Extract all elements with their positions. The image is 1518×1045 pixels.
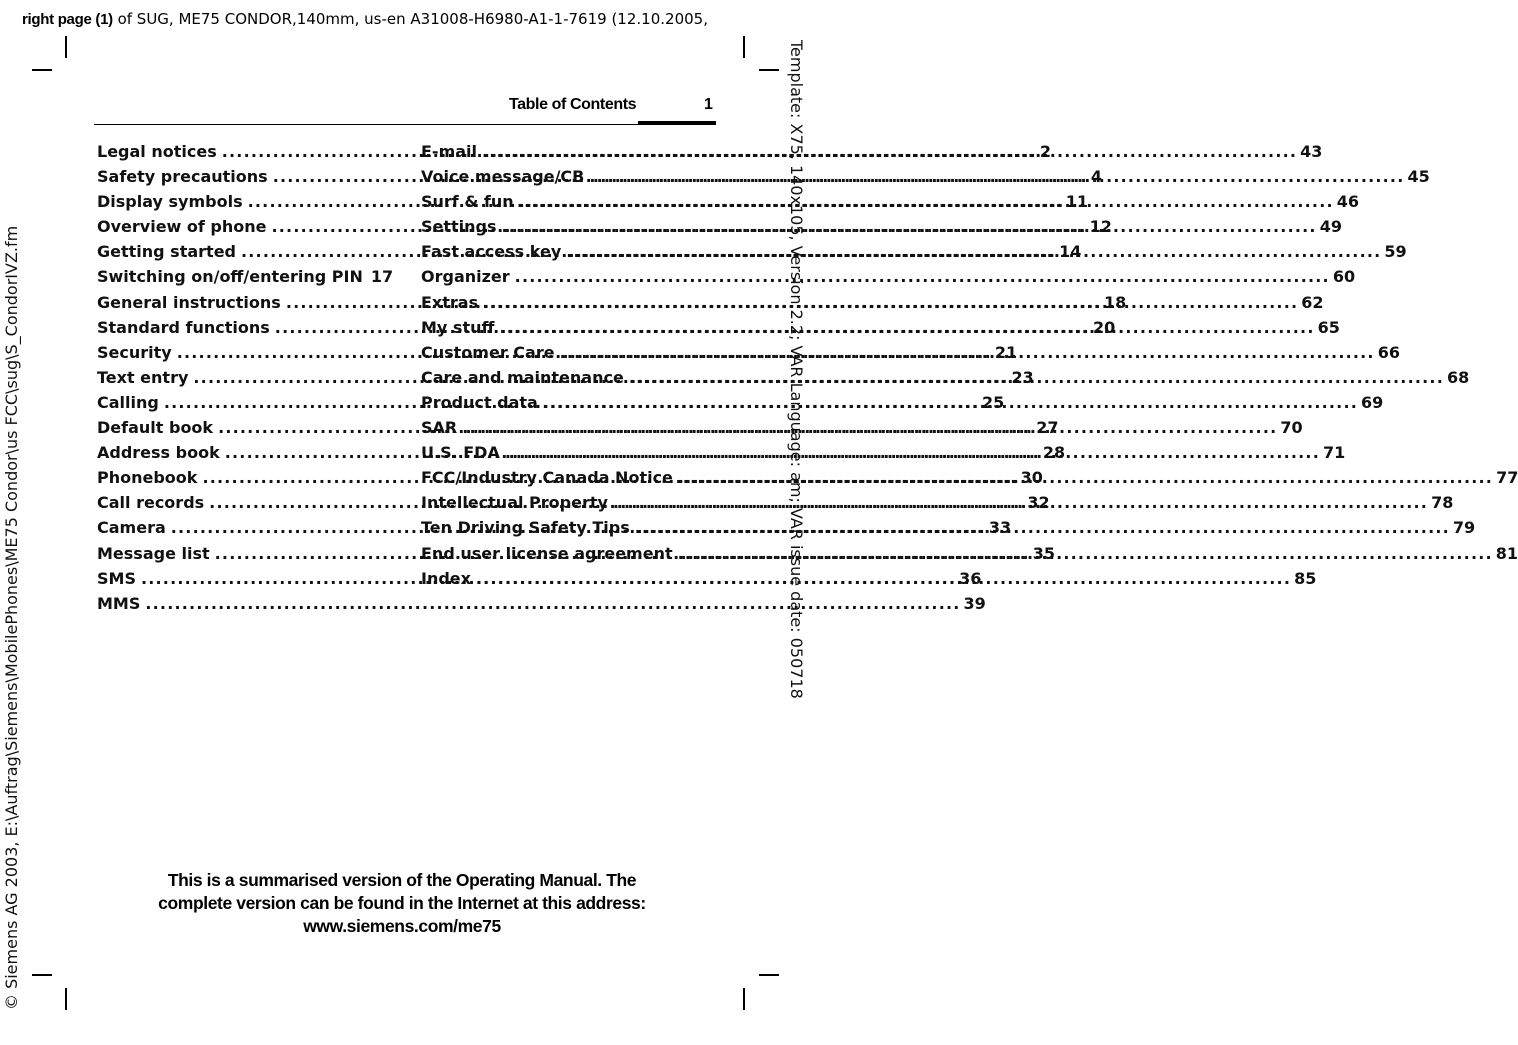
toc-entry-page: 65 xyxy=(1317,317,1340,337)
toc-entry-page: 28 xyxy=(1042,443,1066,463)
crop-mark-top-right-horizontal xyxy=(759,69,779,71)
toc-entry[interactable] xyxy=(97,267,394,292)
toc-entry-title: Settings xyxy=(421,217,497,237)
toc-dot-leader xyxy=(629,368,1444,387)
page-title: Table of Contents xyxy=(509,96,637,113)
toc-dot-leader xyxy=(519,192,1334,211)
toc-entry-title: Ten Driving Safety Tips xyxy=(421,518,630,538)
toc-entry-title: Message list xyxy=(97,543,210,563)
toc-entry-page: 45 xyxy=(1407,167,1430,187)
toc-entry-title: Surf & fun xyxy=(421,192,514,212)
toc-dot-leader xyxy=(635,518,1450,537)
file-path-sidebar: © Siemens AG 2003, E:\Auftrag\Siemens\MobilePhones\ME75 Condor\us FCC\sug\S_CondorIVZ.fm xyxy=(2,225,21,1010)
page-number: 1 xyxy=(704,96,713,113)
toc-entry-page: 12 xyxy=(1089,217,1112,237)
note-line-2: complete version can be found in the Internet at this address: xyxy=(158,893,646,913)
toc-entry-title: Getting started xyxy=(97,242,236,262)
print-info-rest: of SUG, ME75 CONDOR,140mm, us-en A31008-H6980-A1-1-7619 (12.10.2005, xyxy=(112,10,708,28)
toc-entry-title: My stuff xyxy=(421,317,495,337)
toc-entry-page: 33 xyxy=(988,518,1012,538)
toc-entry-page: 20 xyxy=(1092,317,1116,337)
toc-dot-leader xyxy=(678,544,1493,563)
toc-entry-title: General instructions xyxy=(97,292,281,312)
toc-entry-title: Voice message/CB xyxy=(421,167,585,187)
toc-entry-title: Display symbols xyxy=(97,192,243,212)
note-line-1: This is a summarised version of the Operating Manual. The xyxy=(167,870,637,890)
toc-entry[interactable] xyxy=(421,267,1356,292)
toc-dot-leader xyxy=(483,293,1298,312)
toc-entry-title: Fast access key xyxy=(421,242,562,262)
toc-entry-page: 46 xyxy=(1336,192,1360,212)
toc-entry-title: Overview of phone xyxy=(97,217,267,237)
crop-mark-bottom-left-vertical xyxy=(65,988,67,1010)
toc-entry-title: Extras xyxy=(421,292,479,312)
toc-entry-page: 70 xyxy=(1280,418,1303,438)
toc-entry-page: 68 xyxy=(1446,367,1470,387)
toc-dot-leader xyxy=(476,569,1291,588)
toc-entry-title: FCC/Industry Canada Notice xyxy=(421,468,673,488)
toc-dot-leader xyxy=(613,493,1428,512)
toc-entry-page: 18 xyxy=(1103,292,1127,312)
toc-dot-leader xyxy=(678,468,1493,487)
toc-entry-title: SMS xyxy=(97,568,136,588)
toc-dot-leader xyxy=(502,217,1317,236)
toc-entry[interactable] xyxy=(421,167,1430,192)
toc-entry-title: Product data xyxy=(421,392,538,412)
toc-entry-page: 25 xyxy=(982,392,1005,412)
print-info-line xyxy=(22,10,708,28)
toc-entry-title: Organizer xyxy=(421,267,510,287)
toc-dot-leader xyxy=(505,443,1320,462)
toc-entry-page: 23 xyxy=(1011,367,1034,387)
toc-entry-page: 2 xyxy=(1039,142,1052,161)
toc-entry-title: End user license agreement xyxy=(421,543,673,563)
toc-entry-title: Default book xyxy=(97,418,214,438)
toc-entry-page: 35 xyxy=(1032,543,1056,563)
toc-dot-leader xyxy=(499,318,1314,337)
toc-entry-page: 36 xyxy=(959,568,982,588)
toc-entry-page: 60 xyxy=(1332,267,1356,287)
toc-entry-page: 30 xyxy=(1020,468,1043,488)
toc-entry-title: Standard functions xyxy=(97,317,270,337)
toc-entry-page: 32 xyxy=(1027,493,1050,513)
toc-entry-page: 14 xyxy=(1059,242,1082,262)
toc-entry-page: 78 xyxy=(1431,493,1454,513)
toc-entry-page: 62 xyxy=(1301,292,1324,312)
toc-dot-leader xyxy=(515,267,1330,286)
note-url[interactable]: www.siemens.com/me75 xyxy=(303,916,501,936)
toc-entry-page: 39 xyxy=(963,593,986,613)
toc-entry-page: 17 xyxy=(370,267,394,287)
header-rule-accent xyxy=(638,121,716,125)
toc-entry-page: 21 xyxy=(994,342,1018,362)
toc-entry-title: Camera xyxy=(97,518,166,538)
toc-entry-title: E-mail xyxy=(421,142,478,161)
toc-dot-leader xyxy=(543,393,1358,412)
toc-entry-title: Care and maintenance xyxy=(421,367,624,387)
header-rule xyxy=(94,124,716,125)
toc-entry-page: 81 xyxy=(1495,543,1518,563)
toc-entry-page: 77 xyxy=(1496,468,1518,488)
toc-dot-leader xyxy=(566,242,1381,261)
toc-entry-page: 66 xyxy=(1377,342,1400,362)
toc-entry-page: 4 xyxy=(1090,167,1102,187)
toc-entry-title: Security xyxy=(97,342,172,362)
toc-entry-title: Customer Care xyxy=(421,342,555,362)
toc-entry[interactable] xyxy=(421,142,1323,167)
toc-entry-page: 69 xyxy=(1361,392,1384,412)
template-info-sidebar: Template: X75, 140x105, Version 2.2; VAR Language: am; VAR issue date: 050718 xyxy=(787,40,806,699)
toc-entry-title: MMS xyxy=(97,593,141,613)
toc-entry[interactable] xyxy=(97,593,986,619)
toc-dot-leader xyxy=(560,343,1375,362)
toc-dot-leader xyxy=(462,418,1277,437)
toc-entry-title: Safety precautions xyxy=(97,167,268,187)
toc-dot-leader xyxy=(589,167,1404,186)
toc-dot-leader xyxy=(145,594,960,613)
print-info-prefix: right page (1) xyxy=(22,11,113,28)
crop-mark-top-left-horizontal xyxy=(32,69,52,71)
toc-entry-title: Index xyxy=(421,568,471,588)
toc-entry-page: 59 xyxy=(1384,242,1407,262)
crop-mark-top-left-vertical xyxy=(65,36,67,58)
toc-entry-page: 49 xyxy=(1319,217,1342,237)
crop-mark-bottom-left-horizontal xyxy=(32,974,52,976)
toc-entry-page: 79 xyxy=(1452,518,1476,538)
toc-entry-title: SAR xyxy=(421,418,458,438)
toc-entry-page: 27 xyxy=(1036,418,1059,438)
toc-entry-page: 85 xyxy=(1294,568,1317,588)
toc-entry-title: Address book xyxy=(97,443,220,463)
toc-entry-page: 11 xyxy=(1065,192,1089,212)
toc-entry-page: 71 xyxy=(1323,443,1346,463)
toc-entry-title: Call records xyxy=(97,493,205,513)
toc-entry-title: Switching on/off/entering PIN xyxy=(97,267,363,287)
toc-entry-title: Calling xyxy=(97,392,159,412)
toc-entry-title: U.S. FDA xyxy=(421,443,500,463)
toc-dot-leader xyxy=(482,142,1297,161)
crop-mark-bottom-right-vertical xyxy=(743,988,745,1010)
toc-entry-title: Text entry xyxy=(97,367,189,387)
toc-entry-title: Phonebook xyxy=(97,468,198,488)
toc-entry-title: Intellectual Property xyxy=(421,493,608,513)
toc-entry-title: Legal notices xyxy=(97,142,217,161)
crop-mark-bottom-right-horizontal xyxy=(759,974,779,976)
crop-mark-top-right-vertical xyxy=(743,36,745,58)
toc-entry-page: 43 xyxy=(1300,142,1323,161)
summary-note xyxy=(100,869,704,938)
